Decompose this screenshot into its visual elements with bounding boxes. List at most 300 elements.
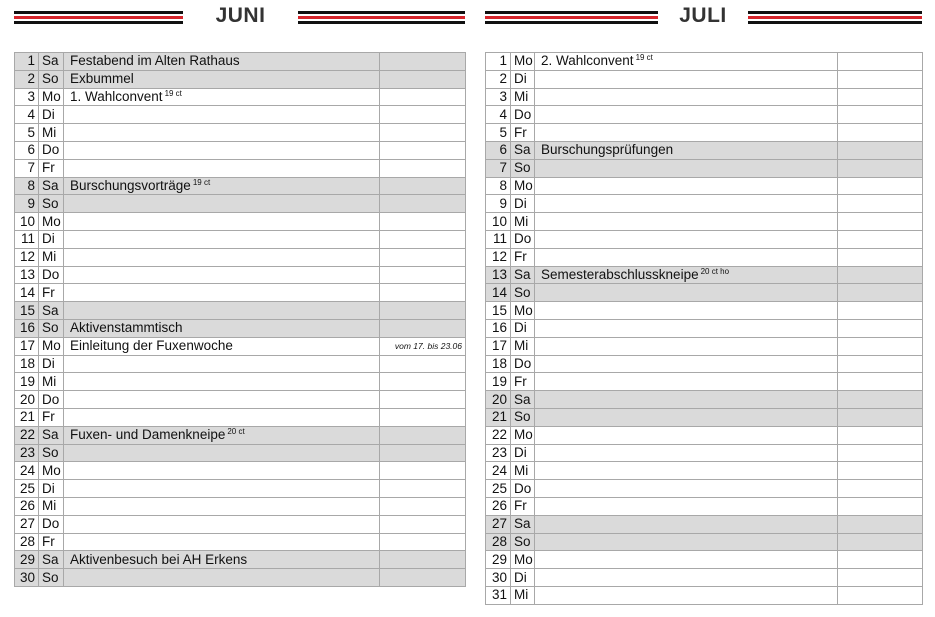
- day-number: 21: [15, 408, 39, 426]
- calendar-day-row: [15, 444, 466, 462]
- juni-header-stripe-right: [298, 11, 465, 24]
- weekday-abbr: Mi: [511, 462, 535, 480]
- event-cell: [64, 426, 380, 444]
- note-cell: [838, 391, 923, 409]
- event-time-note: 20 ct ho: [700, 266, 730, 276]
- weekday-abbr: So: [39, 319, 64, 337]
- calendar-day-row: [486, 141, 923, 159]
- day-number: 20: [15, 391, 39, 409]
- note-cell: [380, 53, 466, 71]
- day-number: 12: [15, 248, 39, 266]
- calendar-day-row: [486, 480, 923, 498]
- calendar-day-row: [15, 569, 466, 587]
- note-cell: [838, 177, 923, 195]
- event-time-note: 19 ct: [635, 53, 653, 63]
- calendar-day-row: [15, 141, 466, 159]
- note-cell: [380, 141, 466, 159]
- day-number: 16: [15, 319, 39, 337]
- calendar-day-row: [486, 177, 923, 195]
- event-cell: [535, 230, 838, 248]
- calendar-day-row: [486, 124, 923, 142]
- event-cell: [64, 551, 380, 569]
- event-cell: [64, 177, 380, 195]
- event-time-note: 19 ct: [164, 88, 182, 98]
- event-text: Semesterabschlusskneipe: [541, 266, 699, 282]
- calendar-day-row: [486, 569, 923, 587]
- weekday-abbr: Fr: [511, 373, 535, 391]
- weekday-abbr: Sa: [511, 515, 535, 533]
- note-cell: [380, 533, 466, 551]
- weekday-abbr: Fr: [511, 497, 535, 515]
- event-cell: [64, 70, 380, 88]
- juli-header-stripe-right: [748, 11, 922, 24]
- event-cell: [535, 141, 838, 159]
- day-number: 4: [15, 106, 39, 124]
- note-cell: [838, 195, 923, 213]
- day-number: 18: [486, 355, 511, 373]
- note-cell: [838, 319, 923, 337]
- event-text: 1. Wahlconvent: [70, 88, 163, 104]
- note-cell: [838, 426, 923, 444]
- weekday-abbr: Sa: [39, 426, 64, 444]
- event-text: 2. Wahlconvent: [541, 53, 634, 69]
- day-number: 30: [486, 569, 511, 587]
- note-cell: [380, 444, 466, 462]
- note-cell: [838, 515, 923, 533]
- note-cell: [838, 248, 923, 266]
- day-number: 9: [486, 195, 511, 213]
- weekday-abbr: Mi: [511, 586, 535, 604]
- note-cell: [380, 551, 466, 569]
- juli-header-stripe-left: [485, 11, 658, 24]
- event-cell: [64, 515, 380, 533]
- day-number: 15: [486, 302, 511, 320]
- weekday-abbr: Do: [39, 515, 64, 533]
- note-cell: [380, 284, 466, 302]
- weekday-abbr: Sa: [39, 53, 64, 71]
- note-cell: [380, 426, 466, 444]
- event-cell: [64, 319, 380, 337]
- day-number: 6: [486, 141, 511, 159]
- weekday-abbr: Di: [39, 230, 64, 248]
- calendar-day-row: [15, 124, 466, 142]
- calendar-day-row: [15, 391, 466, 409]
- calendar-day-row: [15, 373, 466, 391]
- event-text: Exbummel: [70, 71, 134, 87]
- event-cell: [535, 408, 838, 426]
- day-number: 18: [15, 355, 39, 373]
- event-cell: [64, 141, 380, 159]
- event-cell: [64, 337, 380, 355]
- calendar-day-row: [486, 373, 923, 391]
- calendar-day-row: [486, 462, 923, 480]
- event-cell: [535, 337, 838, 355]
- note-cell: [380, 88, 466, 106]
- event-text: Einleitung der Fuxenwoche: [70, 338, 233, 354]
- event-time-note: 20 ct: [227, 427, 245, 437]
- weekday-abbr: Mi: [511, 337, 535, 355]
- day-number: 10: [15, 213, 39, 231]
- day-number: 11: [15, 230, 39, 248]
- weekday-abbr: Sa: [39, 177, 64, 195]
- event-cell: [535, 319, 838, 337]
- note-cell: [380, 319, 466, 337]
- calendar-day-row: [15, 408, 466, 426]
- day-number: 10: [486, 213, 511, 231]
- note-cell: [838, 480, 923, 498]
- weekday-abbr: Mo: [511, 53, 535, 71]
- day-number: 21: [486, 408, 511, 426]
- event-text: Burschungsvorträge: [70, 177, 191, 193]
- weekday-abbr: Do: [511, 480, 535, 498]
- calendar-day-row: [486, 319, 923, 337]
- day-number: 2: [15, 70, 39, 88]
- calendar-day-row: [15, 284, 466, 302]
- note-cell: [380, 266, 466, 284]
- calendar-day-row: [15, 159, 466, 177]
- weekday-abbr: So: [39, 569, 64, 587]
- weekday-abbr: So: [511, 533, 535, 551]
- calendar-day-row: [486, 230, 923, 248]
- calendar-day-row: [15, 266, 466, 284]
- weekday-abbr: So: [511, 159, 535, 177]
- note-cell: [380, 497, 466, 515]
- day-number: 3: [15, 88, 39, 106]
- event-cell: [64, 230, 380, 248]
- day-number: 26: [15, 497, 39, 515]
- calendar-day-row: [15, 551, 466, 569]
- calendar-day-row: [15, 213, 466, 231]
- calendar-day-row: [15, 533, 466, 551]
- calendar-day-row: [486, 533, 923, 551]
- event-cell: [64, 213, 380, 231]
- note-cell: [380, 391, 466, 409]
- calendar-day-row: [15, 497, 466, 515]
- event-cell: [64, 355, 380, 373]
- calendar-day-row: [486, 408, 923, 426]
- note-cell: [380, 515, 466, 533]
- note-cell: [838, 88, 923, 106]
- note-cell: [380, 248, 466, 266]
- calendar-day-row: [486, 355, 923, 373]
- calendar-day-row: [486, 195, 923, 213]
- note-cell: [380, 230, 466, 248]
- note-cell: [380, 124, 466, 142]
- calendar-day-row: [486, 53, 923, 71]
- weekday-abbr: Mi: [39, 497, 64, 515]
- note-cell: [838, 408, 923, 426]
- calendar-day-row: [486, 497, 923, 515]
- calendar-day-row: [15, 106, 466, 124]
- weekday-abbr: Di: [39, 106, 64, 124]
- event-time-note: 19 ct: [192, 177, 211, 187]
- event-cell: [64, 302, 380, 320]
- weekday-abbr: Do: [39, 391, 64, 409]
- note-cell: [838, 551, 923, 569]
- event-cell: [535, 106, 838, 124]
- juni-title: JUNI: [215, 4, 266, 27]
- note-cell: [380, 213, 466, 231]
- calendar-day-row: [15, 355, 466, 373]
- calendar-day-row: [15, 177, 466, 195]
- event-cell: [535, 195, 838, 213]
- event-cell: [64, 480, 380, 498]
- event-cell: [535, 302, 838, 320]
- note-cell: [838, 266, 923, 284]
- day-number: 19: [486, 373, 511, 391]
- event-cell: [535, 391, 838, 409]
- calendar-day-row: [15, 195, 466, 213]
- weekday-abbr: So: [39, 195, 64, 213]
- calendar-day-row: [486, 515, 923, 533]
- day-number: 7: [15, 159, 39, 177]
- event-cell: [535, 551, 838, 569]
- weekday-abbr: Mi: [39, 248, 64, 266]
- note-cell: [380, 373, 466, 391]
- day-number: 3: [486, 88, 511, 106]
- event-cell: [64, 391, 380, 409]
- day-number: 22: [486, 426, 511, 444]
- weekday-abbr: Di: [511, 444, 535, 462]
- day-number: 28: [15, 533, 39, 551]
- day-number: 14: [15, 284, 39, 302]
- day-number: 17: [15, 337, 39, 355]
- event-cell: [64, 569, 380, 587]
- note-cell: [380, 106, 466, 124]
- day-number: 25: [486, 480, 511, 498]
- weekday-abbr: Mi: [39, 124, 64, 142]
- day-number: 29: [15, 551, 39, 569]
- event-cell: [64, 106, 380, 124]
- day-number: 8: [15, 177, 39, 195]
- weekday-abbr: Do: [39, 266, 64, 284]
- calendar-day-row: [486, 586, 923, 604]
- day-number: 26: [486, 497, 511, 515]
- note-cell: [380, 480, 466, 498]
- day-number: 23: [486, 444, 511, 462]
- note-cell: [838, 337, 923, 355]
- event-cell: [535, 569, 838, 587]
- calendar-day-row: [15, 426, 466, 444]
- event-cell: [64, 444, 380, 462]
- calendar-day-row: [486, 248, 923, 266]
- calendar-day-row: [486, 551, 923, 569]
- day-number: 5: [15, 124, 39, 142]
- note-cell: [380, 302, 466, 320]
- day-number: 31: [486, 586, 511, 604]
- day-number: 27: [486, 515, 511, 533]
- calendar-day-row: [486, 106, 923, 124]
- note-cell: [380, 159, 466, 177]
- weekday-abbr: Mo: [39, 462, 64, 480]
- event-cell: [535, 444, 838, 462]
- calendar-day-row: [486, 159, 923, 177]
- weekday-abbr: Di: [511, 70, 535, 88]
- event-cell: [535, 248, 838, 266]
- weekday-abbr: Di: [511, 195, 535, 213]
- event-cell: [535, 480, 838, 498]
- day-number: 1: [15, 53, 39, 71]
- note-cell: [838, 586, 923, 604]
- calendar-day-row: [486, 337, 923, 355]
- event-cell: [64, 159, 380, 177]
- event-cell: [535, 355, 838, 373]
- calendar-day-row: [486, 266, 923, 284]
- note-cell: [838, 53, 923, 71]
- note-cell: [838, 302, 923, 320]
- weekday-abbr: Sa: [511, 266, 535, 284]
- weekday-abbr: Mi: [39, 373, 64, 391]
- weekday-abbr: So: [39, 444, 64, 462]
- weekday-abbr: Fr: [39, 533, 64, 551]
- weekday-abbr: Fr: [511, 124, 535, 142]
- calendar-day-row: [486, 302, 923, 320]
- day-number: 24: [486, 462, 511, 480]
- note-cell: [380, 569, 466, 587]
- day-number: 5: [486, 124, 511, 142]
- day-number: 29: [486, 551, 511, 569]
- event-cell: [535, 177, 838, 195]
- event-cell: [535, 159, 838, 177]
- day-number: 11: [486, 230, 511, 248]
- calendar-day-row: [15, 88, 466, 106]
- event-cell: [535, 426, 838, 444]
- day-number: 1: [486, 53, 511, 71]
- day-number: 25: [15, 480, 39, 498]
- note-cell: [380, 195, 466, 213]
- calendar-day-row: [15, 302, 466, 320]
- weekday-abbr: Mo: [39, 213, 64, 231]
- day-number: 7: [486, 159, 511, 177]
- event-cell: [535, 284, 838, 302]
- note-cell: [838, 70, 923, 88]
- note-cell: vom 17. bis 23.06: [380, 337, 466, 355]
- day-number: 15: [15, 302, 39, 320]
- day-number: 17: [486, 337, 511, 355]
- day-number: 22: [15, 426, 39, 444]
- event-cell: [64, 497, 380, 515]
- weekday-abbr: Sa: [39, 302, 64, 320]
- weekday-abbr: So: [39, 70, 64, 88]
- calendar-day-row: [486, 70, 923, 88]
- day-number: 16: [486, 319, 511, 337]
- note-cell: [380, 408, 466, 426]
- event-cell: [64, 266, 380, 284]
- event-cell: [535, 497, 838, 515]
- day-number: 27: [15, 515, 39, 533]
- calendar-day-row: [486, 88, 923, 106]
- note-cell: [838, 213, 923, 231]
- event-cell: [64, 533, 380, 551]
- calendar-day-row: [486, 213, 923, 231]
- day-number: 4: [486, 106, 511, 124]
- note-cell: [838, 533, 923, 551]
- calendar-day-row: [486, 284, 923, 302]
- note-cell: [380, 355, 466, 373]
- event-cell: [535, 515, 838, 533]
- juni-header-stripe-left: [14, 11, 183, 24]
- weekday-abbr: Do: [39, 141, 64, 159]
- calendar-day-row: [15, 337, 466, 355]
- calendar-day-row: [15, 462, 466, 480]
- weekday-abbr: Mi: [511, 213, 535, 231]
- day-number: 13: [15, 266, 39, 284]
- calendar-day-row: [486, 391, 923, 409]
- day-number: 14: [486, 284, 511, 302]
- event-cell: [535, 462, 838, 480]
- note-cell: [838, 159, 923, 177]
- day-number: 8: [486, 177, 511, 195]
- note-cell: [380, 177, 466, 195]
- weekday-abbr: Di: [511, 319, 535, 337]
- juli-calendar-table: [485, 52, 923, 605]
- weekday-abbr: Do: [511, 355, 535, 373]
- weekday-abbr: Do: [511, 230, 535, 248]
- calendar-day-row: [486, 444, 923, 462]
- event-cell: [64, 462, 380, 480]
- day-number: 19: [15, 373, 39, 391]
- weekday-abbr: Sa: [39, 551, 64, 569]
- note-cell: [838, 230, 923, 248]
- note-cell: [838, 462, 923, 480]
- calendar-day-row: [486, 426, 923, 444]
- day-number: 20: [486, 391, 511, 409]
- day-number: 9: [15, 195, 39, 213]
- calendar-day-row: [15, 480, 466, 498]
- event-cell: [64, 284, 380, 302]
- weekday-abbr: Mo: [39, 337, 64, 355]
- weekday-abbr: Mo: [39, 88, 64, 106]
- weekday-abbr: So: [511, 284, 535, 302]
- weekday-abbr: Mo: [511, 426, 535, 444]
- event-cell: [535, 373, 838, 391]
- calendar-day-row: [15, 248, 466, 266]
- event-cell: [64, 195, 380, 213]
- weekday-abbr: Mi: [511, 88, 535, 106]
- weekday-abbr: Di: [511, 569, 535, 587]
- weekday-abbr: Mo: [511, 551, 535, 569]
- weekday-abbr: Sa: [511, 391, 535, 409]
- weekday-abbr: Fr: [511, 248, 535, 266]
- weekday-abbr: Mo: [511, 302, 535, 320]
- note-cell: [380, 462, 466, 480]
- day-number: 23: [15, 444, 39, 462]
- note-cell: [838, 444, 923, 462]
- calendar-day-row: [15, 230, 466, 248]
- note-cell: [838, 124, 923, 142]
- day-number: 28: [486, 533, 511, 551]
- event-cell: [535, 53, 838, 71]
- note-cell: [838, 373, 923, 391]
- note-cell: [838, 497, 923, 515]
- day-number: 6: [15, 141, 39, 159]
- day-number: 2: [486, 70, 511, 88]
- event-text: Fuxen- und Damenkneipe: [70, 427, 226, 443]
- event-cell: [64, 408, 380, 426]
- event-cell: [64, 248, 380, 266]
- weekday-abbr: Fr: [39, 408, 64, 426]
- note-cell: [838, 569, 923, 587]
- day-number: 24: [15, 462, 39, 480]
- note-cell: [838, 355, 923, 373]
- event-cell: [535, 586, 838, 604]
- weekday-abbr: Fr: [39, 284, 64, 302]
- event-cell: [535, 533, 838, 551]
- juni-calendar-table: [14, 52, 466, 587]
- event-text: Aktivenstammtisch: [70, 320, 183, 336]
- note-cell: [380, 70, 466, 88]
- event-cell: [535, 88, 838, 106]
